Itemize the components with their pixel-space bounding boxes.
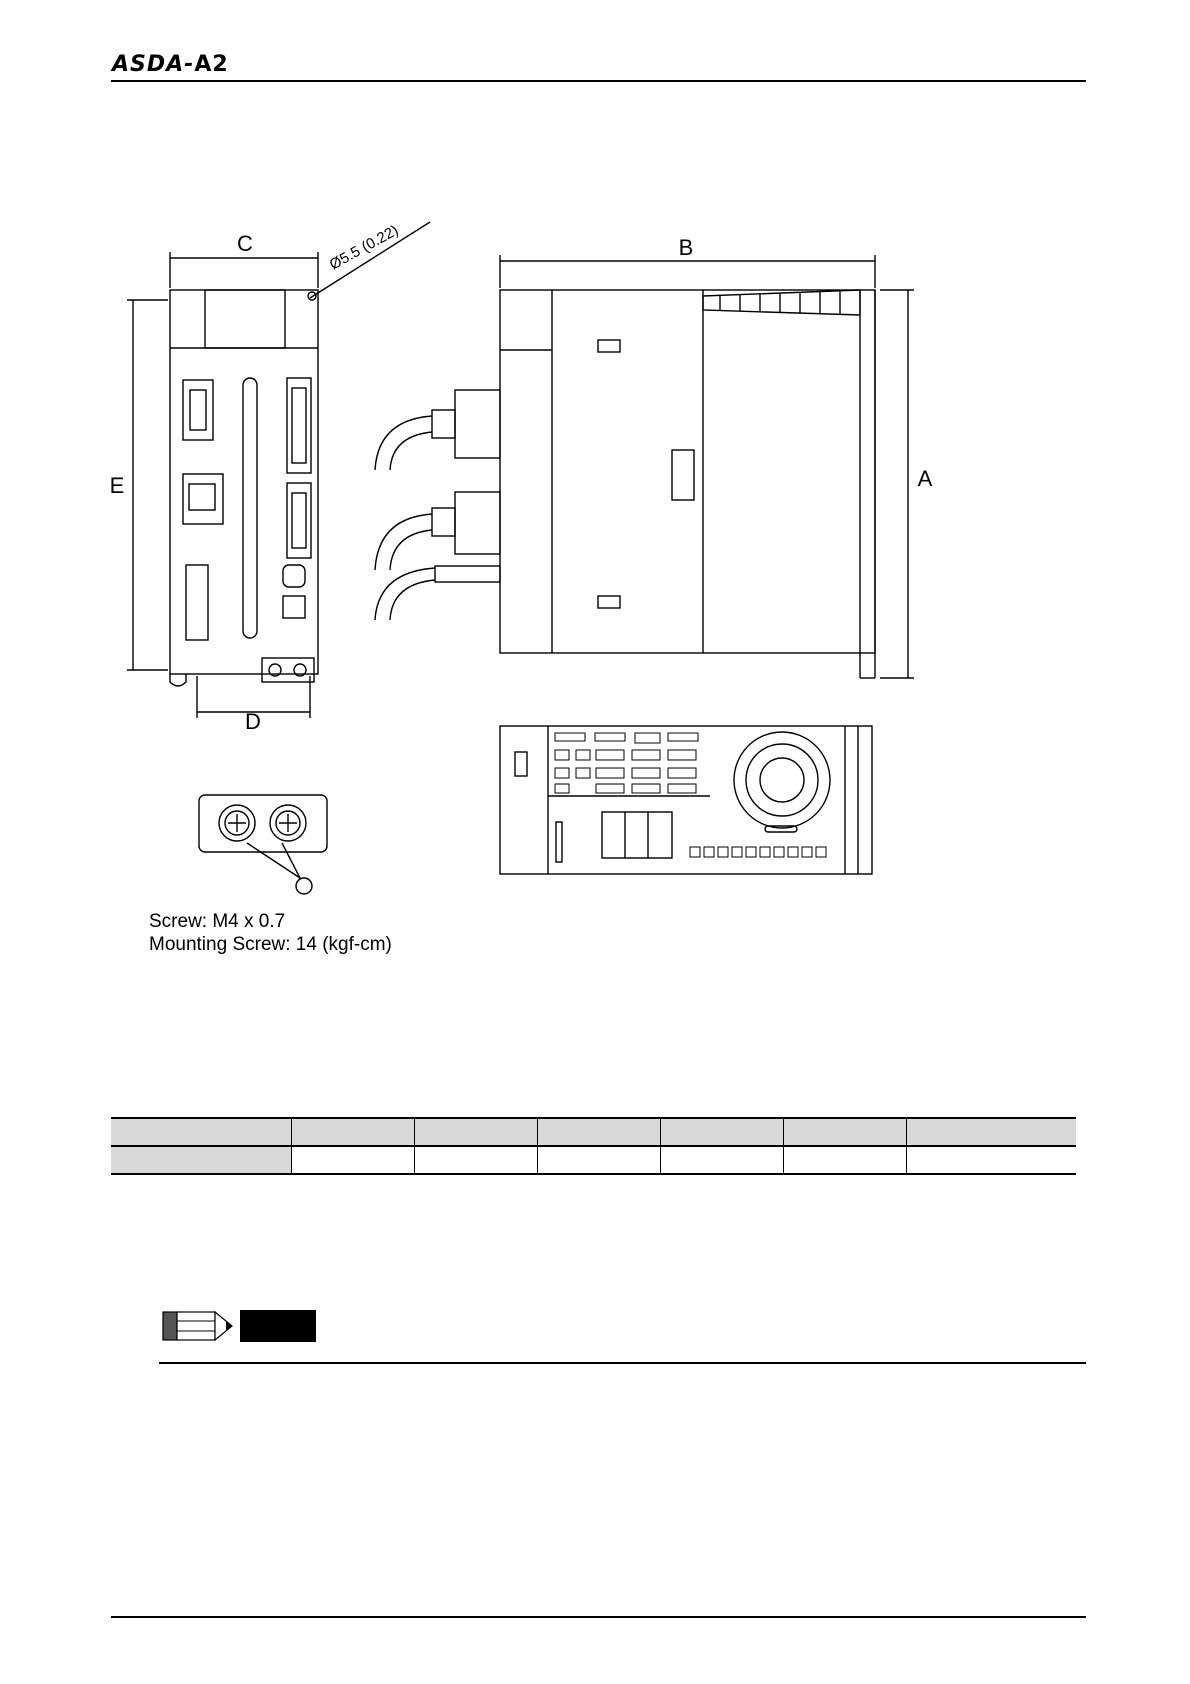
table-cell <box>111 1118 292 1146</box>
side-view <box>375 255 914 678</box>
header-rule <box>111 80 1086 82</box>
mounting-screw-spec: Mounting Screw: 14 (kgf-cm) <box>149 934 392 955</box>
table-cell <box>661 1118 784 1146</box>
dim-label-e: E <box>109 473 125 498</box>
brand-name: ASDA <box>112 52 185 77</box>
table-cell <box>292 1118 415 1146</box>
note-pencil-icon <box>162 1308 316 1344</box>
table-row <box>111 1146 1076 1174</box>
table-row <box>111 1118 1076 1146</box>
brand-logo <box>112 52 229 77</box>
brand-separator: - <box>184 52 195 77</box>
table-cell <box>661 1146 784 1174</box>
screw-spec: Screw: M4 x 0.7 <box>149 911 286 932</box>
note-rule <box>159 1362 1086 1364</box>
table-cell <box>907 1146 1077 1174</box>
table-cell <box>415 1146 538 1174</box>
dim-label-b: B <box>678 235 694 260</box>
dim-label-c: C <box>237 231 253 256</box>
table-cell <box>111 1146 292 1174</box>
table-cell <box>784 1146 907 1174</box>
dim-label-d: D <box>245 709 261 734</box>
brand-model: A2 <box>194 52 229 77</box>
footer-rule <box>111 1616 1086 1618</box>
servo-drive-dimension-drawing <box>105 205 1005 965</box>
front-view <box>127 222 430 718</box>
bottom-view <box>500 726 872 874</box>
hole-diameter-callout: Ø5.5 (0.22) <box>326 221 402 274</box>
table-cell <box>538 1146 661 1174</box>
ground-terminal-detail <box>199 795 327 894</box>
table-cell <box>784 1118 907 1146</box>
table-cell <box>538 1118 661 1146</box>
dimension-table <box>111 1117 1076 1175</box>
table-cell <box>292 1146 415 1174</box>
table-cell <box>415 1118 538 1146</box>
dim-label-a: A <box>917 466 933 491</box>
table-cell <box>907 1118 1077 1146</box>
